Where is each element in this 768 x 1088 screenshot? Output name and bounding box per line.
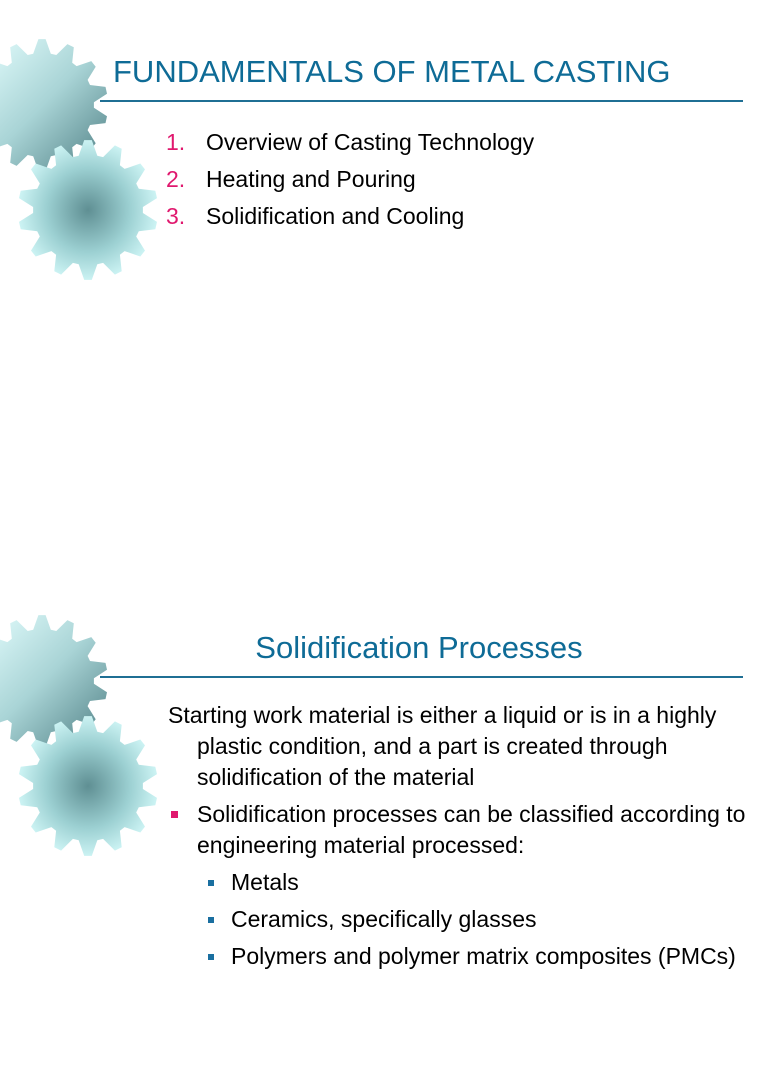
list-item — [168, 941, 748, 972]
list-item — [166, 124, 534, 161]
gear-icon — [0, 0, 170, 300]
bullet-marker — [171, 811, 178, 818]
list-item-text: Polymers and polymer matrix composites (PMCs) — [231, 943, 736, 969]
list-item-text: Solidification and Cooling — [206, 203, 465, 229]
sub-bullet-marker — [208, 954, 214, 960]
title-divider — [100, 100, 743, 102]
list-item — [166, 198, 534, 235]
gear-icon — [0, 576, 170, 876]
list-item — [168, 867, 748, 898]
list-item-text: Ceramics, specifically glasses — [231, 906, 537, 932]
slide-overview — [0, 0, 768, 512]
page-title: Solidification Processes — [255, 630, 583, 665]
sub-bullet-marker — [208, 917, 214, 923]
intro-text: Starting work material is either a liquid or is in a highly plastic condition, and a part is created through solidification of the material — [168, 702, 717, 790]
list-item-text: Metals — [231, 869, 299, 895]
list-item — [168, 904, 748, 935]
material-list — [168, 867, 748, 972]
list-number: 2. — [166, 166, 186, 192]
list-item-text: Heating and Pouring — [206, 166, 416, 192]
bullet-text: Solidification processes can be classified according to engineering material processed: — [197, 801, 746, 858]
page-title: FUNDAMENTALS OF METAL CASTING — [113, 54, 671, 89]
title-divider — [100, 676, 743, 678]
topic-list — [166, 124, 534, 235]
slide-body — [168, 700, 748, 978]
slide-solidification — [0, 576, 768, 1088]
list-number: 1. — [166, 129, 186, 155]
list-item — [166, 161, 534, 198]
list-item-text: Overview of Casting Technology — [206, 129, 535, 155]
list-number: 3. — [166, 203, 186, 229]
sub-bullet-marker — [208, 880, 214, 886]
bullet-item — [168, 799, 748, 861]
